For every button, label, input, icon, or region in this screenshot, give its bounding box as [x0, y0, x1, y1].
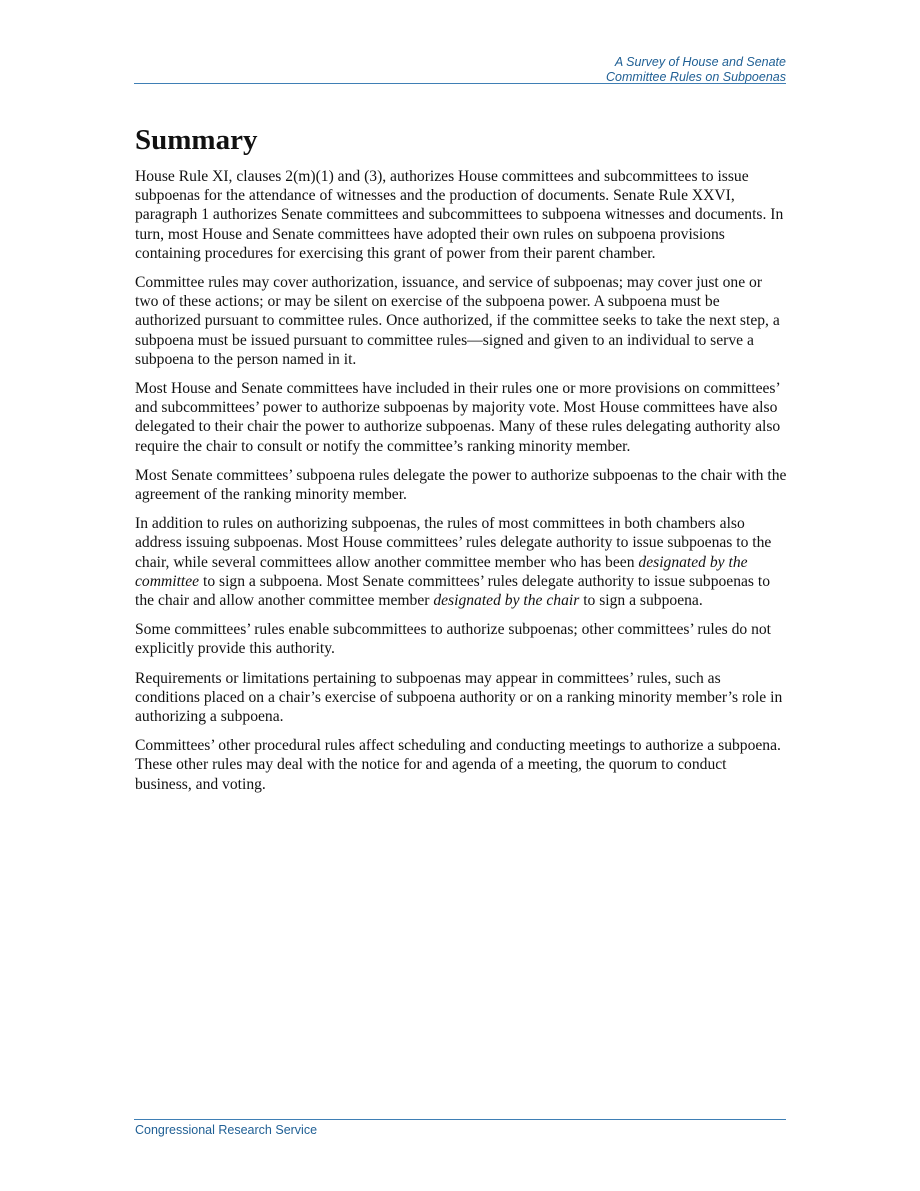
paragraph-5-emphasis-a: designated by the committee [135, 553, 748, 590]
paragraph-3: Most House and Senate committees have included in their rules one or more provisions on committees’ and subcommittees’ power to authorize subpoenas by majority vote. Most House committees have also delegated to their chair the power to authorize subpoenas. Many of these rules delegating authority also require the chair to consult or notify the committee’s ranking minority member. [135, 380, 781, 455]
running-header-line2: Committee Rules on Subpoenas [606, 70, 786, 84]
header-divider [134, 83, 786, 84]
paragraph-5-text-c: to sign a subpoena. [579, 592, 703, 610]
paragraph-5 [135, 514, 787, 610]
running-header [606, 55, 786, 85]
paragraph-2: Committee rules may cover authorization, issuance, and service of subpoenas; may cover just one or two of these actions; or may be silent on exercise of the subpoena power. A subpoena must be authorized pursuant to committee rules. Once authorized, if the committee seeks to take the next step, a subpoena must be issued pursuant to committee rules—signed and given to an individual to serve a subpoena to the person named in it. [135, 274, 780, 368]
footer-label: Congressional Research Service [135, 1123, 318, 1137]
paragraph-8: Committees’ other procedural rules affect scheduling and conducting meetings to authorize a subpoena. These other rules may deal with the notice for and agenda of a meeting, the quorum to conduct business, and voting. [135, 737, 781, 793]
paragraph-5-text-b: to sign a subpoena. Most Senate committees’ rules delegate authority to issue subpoenas to the chair and allow another committee member [135, 572, 771, 610]
running-header-line1: A Survey of House and Senate [614, 55, 786, 69]
paragraph-7: Requirements or limitations pertaining to subpoenas may appear in committees’ rules, such as conditions placed on a chair’s exercise of subpoena authority or on a ranking minority member’s role in authorizing a subpoena. [135, 669, 783, 726]
page-title: Summary [135, 124, 258, 156]
paragraph-5-emphasis-b: designated by the chair [433, 592, 580, 610]
footer-divider [134, 1119, 786, 1120]
paragraph-5-text-a: In addition to rules on authorizing subpoenas, the rules of most committees in both chambers also address issuing subpoenas. Most House committees’ rules delegate authority to issue subpoenas to the chair, while several committees allow another committee member who has been [135, 515, 772, 571]
page-content [135, 120, 787, 804]
paragraph-4: Most Senate committees’ subpoena rules delegate the power to authorize subpoenas to the chair with the agreement of the ranking minority member. [135, 466, 787, 504]
paragraph-6: Some committees’ rules enable subcommittees to authorize subpoenas; other committees’ rules do not explicitly provide this authority. [135, 621, 772, 658]
paragraph-1: House Rule XI, clauses 2(m)(1) and (3), authorizes House committees and subcommittees to issue subpoenas for the attendance of witnesses and the production of documents. Senate Rule XXVI, paragraph 1 authorizes Senate committees and subcommittees to subpoena witnesses and documents. In turn, most House and Senate committees have adopted their own rules on subpoena provisions containing procedures for exercising this grant of power from their parent chamber. [135, 168, 784, 262]
